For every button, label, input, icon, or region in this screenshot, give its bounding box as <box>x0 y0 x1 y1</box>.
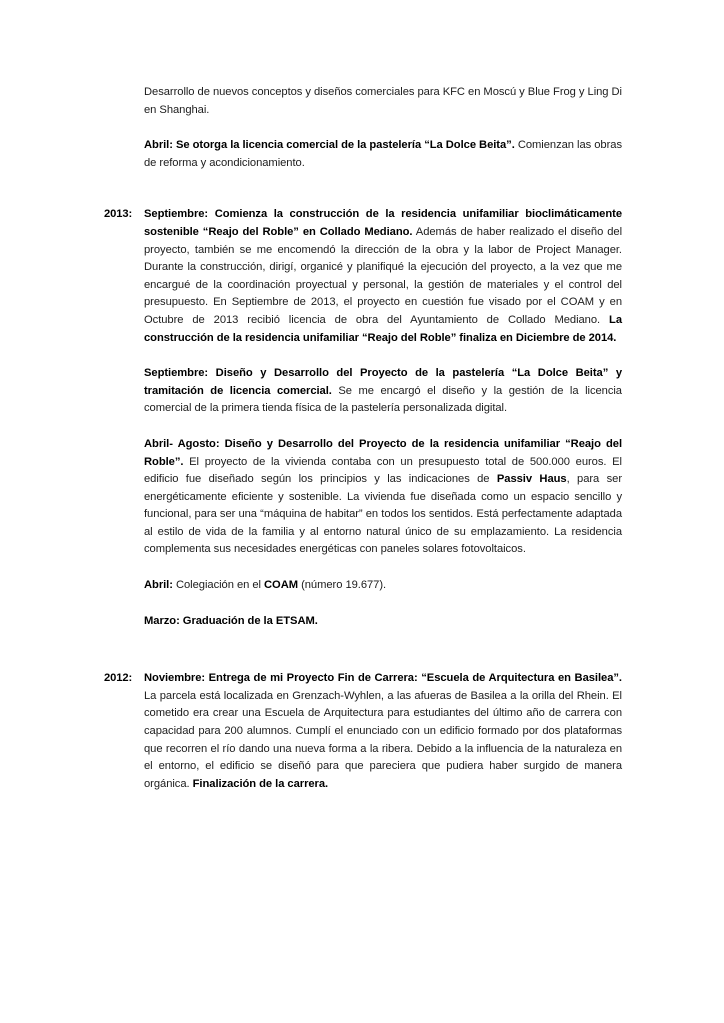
paragraph-p_kfc <box>144 84 622 119</box>
text-run: Comienzan las obras de reforma y acondicionamiento. <box>144 139 622 169</box>
entry-content <box>144 206 622 347</box>
paragraph-spacer <box>104 595 622 613</box>
text-run-bold: Finalización de la carrera. <box>192 777 329 790</box>
paragraph-spacer <box>104 559 622 577</box>
paragraph-p_abril_2014 <box>144 137 622 172</box>
document-body <box>104 84 622 793</box>
paragraph-spacer <box>104 119 622 137</box>
text-run: Desarrollo de nuevos conceptos y diseños comerciales para KFC en Moscú y Blue Frog y Ling Di en Shanghai. <box>144 86 622 116</box>
text-run-bold: Noviembre: Entrega de mi Proyecto Fin de Carrera: “Escuela de Arquitectura en Basilea”. <box>144 672 622 685</box>
paragraph-spacer <box>104 347 622 365</box>
paragraph-p_marzo_etsam <box>144 613 622 631</box>
text-run-bold: Abril: Se otorga la licencia comercial de la pastelería “La Dolce Beita”. <box>144 139 515 152</box>
text-run-bold: COAM <box>264 579 299 592</box>
paragraph-spacer <box>104 418 622 436</box>
text-run-bold: Passiv Haus <box>496 473 567 486</box>
timeline-entry-y2012 <box>104 670 622 793</box>
paragraph-p_septiembre_reajo <box>144 206 622 347</box>
text-run-bold: La construcción de la residencia unifamiliar “Reajo del Roble” finaliza en Diciembre de 2014. <box>144 313 622 344</box>
year-label: 2013: <box>104 208 133 221</box>
text-run-bold: Septiembre: Comienza la construcción de la residencia unifamiliar bioclimáticamente sostenible “Reajo del Roble” en Collado Mediano. <box>144 208 622 238</box>
text-run: (número 19.677). <box>298 579 387 592</box>
paragraph-p_abril_coam <box>144 577 622 595</box>
paragraph-p_noviembre_pfc <box>144 670 622 793</box>
text-run: Colegiación en el <box>172 579 265 592</box>
paragraph-spacer <box>104 172 622 206</box>
text-run: La parcela está localizada en Grenzach-Wyhlen, a las afueras de Basilea a la orilla del Rhein. El cometido era crear una Escuela de Arquitectura para estudiantes del último año de carrera con capacidad para 200 alumnos. Cumplí el enunciado con un edificio formado por dos plataformas que recorren el río dando una nueva forma a la ribera. Debido a la influencia de la naturaleza en el entorno, el edificio se diseñó para que pareciera que pudiera haber surgido de manera orgánica. <box>144 689 622 790</box>
paragraph-spacer <box>104 630 622 670</box>
text-run-bold: Abril- Agosto: Diseño y Desarrollo del Proyecto de la residencia unifamiliar “Reajo del Roble”. <box>144 437 622 468</box>
year-label: 2012: <box>104 672 133 685</box>
text-run: Se me encargó el diseño y la gestión de la licencia comercial de la primera tienda física de la pastelería personalizada digital. <box>144 384 622 415</box>
entry-content <box>144 670 622 793</box>
paragraph-p_septiembre_dolce <box>144 365 622 418</box>
paragraph-p_abril_agosto <box>144 436 622 559</box>
text-run-bold: Abril: <box>144 579 173 592</box>
text-run: , para ser energéticamente eficiente y sostenible. La vivienda fue diseñada como un espacio sencillo y funcional, para ser una “máquina de habitar” en todos los sentidos. Está perfectamente adaptada al estilo de vida de la familia y al entorno natural único de su emplazamiento. La residencia complementa sus necesidades energéticas con paneles solares fotovoltaicos. <box>144 473 622 556</box>
text-run: Además de haber realizado el diseño del proyecto, también se me encomendó la dirección de la obra y la labor de Project Manager. Durante la construcción, dirigí, organicé y planifiqué la ejecución del proyecto, a la vez que me encargué de la coordinación proyectual y personal, la gestión de materiales y el control del presupuesto. En Septiembre de 2013, el proyecto en cuestión fue visado por el COAM y en Octubre de 2013 recibió licencia de obra del Ayuntamiento de Collado Mediano. <box>144 225 623 326</box>
timeline-entry-y2013 <box>104 206 622 347</box>
text-run: El proyecto de la vivienda contaba con un presupuesto total de 500.000 euros. El edificio fue diseñado según los principios y las indicaciones de <box>144 455 622 486</box>
text-run-bold: Marzo: Graduación de la ETSAM. <box>144 614 318 627</box>
text-run-bold: Septiembre: Diseño y Desarrollo del Proyecto de la pastelería “La Dolce Beita” y tramitación de licencia comercial. <box>144 367 622 397</box>
